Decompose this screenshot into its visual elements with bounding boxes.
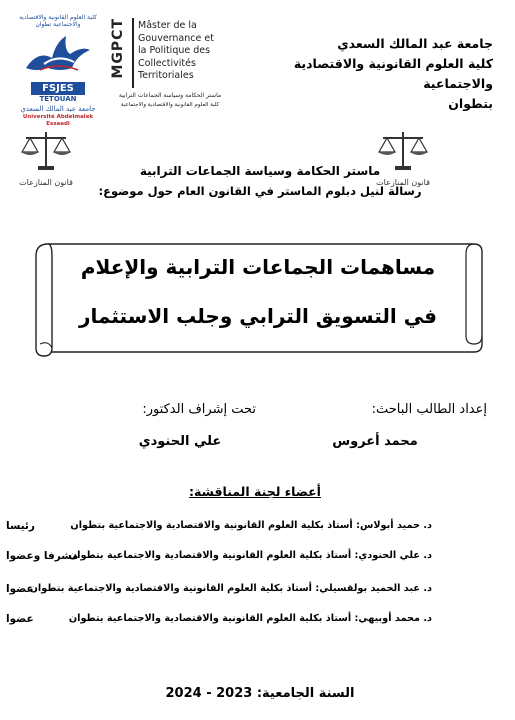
balance-scale-icon <box>20 128 72 172</box>
scale-caption: قانون المنازعات <box>376 178 430 187</box>
university-name: جامعة عبد المالك السعدي <box>337 36 493 51</box>
committee-member-role: رئيسا <box>6 520 35 532</box>
fsjes-arabic-top: كلية العلوم القانونية والاقتصادية والاجتماعية تطوان <box>19 14 97 28</box>
mgpct-lines <box>138 20 234 83</box>
academic-year: السنة الجامعية: 2023 - 2024 <box>165 686 355 701</box>
mgpct-logo <box>110 18 230 118</box>
mgpct-acronym: MGPCT <box>110 18 126 79</box>
fsjes-latin-bottom: Université Abdelmalek Essaadi <box>22 114 94 127</box>
committee-member-line: د. محمد أوبيهي: أستاذ بكلية العلوم القانونية والاقتصادية والاجتماعية بتطوان <box>68 613 432 624</box>
mgpct-line: la Politique des <box>138 45 211 56</box>
faculty-city: بتطوان <box>448 96 493 111</box>
mgpct-line: Territoriales <box>138 70 194 81</box>
committee-member-line: د. علي الحنودي: أستاذ بكلية العلوم القانونية والاقتصادية والاجتماعية بتطوان <box>68 550 432 561</box>
mgpct-divider <box>132 18 134 88</box>
mgpct-arabic-caption: ماستر الحكامة وسياسة الجماعات الترابية <box>118 92 222 99</box>
committee-member-line: د. عبد الحميد بولقسيلي: أستاذ بكلية العلوم القانونية والاقتصادية والاجتماعية بتطوان <box>29 583 432 594</box>
mgpct-line: Collectivités <box>138 57 196 69</box>
mgpct-line: Mâster de la <box>138 20 197 31</box>
fsjes-city: TETOUAN <box>39 95 77 103</box>
supervisor-name: علي الحنودي <box>138 434 222 449</box>
scale-right <box>373 128 433 187</box>
prepared-by-label: إعداد الطالب الباحث: <box>371 402 487 417</box>
master-name: ماستر الحكامة وسياسة الجماعات الترابية <box>139 164 381 178</box>
mgpct-acronym-column <box>110 18 128 88</box>
mgpct-arabic-caption-2: كلية العلوم القانونية والاقتصادية والاجتماعية <box>120 102 220 108</box>
student-name: محمد أعروس <box>332 434 418 449</box>
supervisor-label: تحت إشراف الدكتور: <box>142 402 256 417</box>
scale-left <box>16 128 76 187</box>
thesis-title-line-1: مساهمات الجماعات الترابية والإعلام <box>80 255 436 279</box>
thesis-title-line-2: في التسويق الترابي وجلب الاستثمار <box>78 304 438 328</box>
committee-member-role: عضوا <box>6 583 34 595</box>
faculty-name: كلية العلوم القانونية والاقتصادية والاجتماعية <box>293 56 493 91</box>
scale-caption: قانون المنازعات <box>19 178 73 187</box>
fsjes-logo <box>18 14 98 126</box>
fsjes-arabic-bottom: جامعة عبد المالك السعدي <box>20 105 96 113</box>
committee-member-role: مشرفا وعضوا <box>6 550 79 562</box>
committee-member-role: عضوا <box>6 613 34 625</box>
fsjes-emblem-icon <box>18 28 98 78</box>
committee-title: أعضاء لجنة المناقشة: <box>189 484 321 499</box>
university-block <box>273 34 493 114</box>
committee-member-line: د. حميد أبولاس: أستاذ بكلية العلوم القانونية والاقتصادية والاجتماعية بتطوان <box>70 520 432 531</box>
fsjes-acronym: FSJES <box>31 82 85 95</box>
thesis-statement: رسالة لنيل دبلوم الماستر في القانون العام حول موضوع: <box>98 184 422 198</box>
mgpct-line: Gouvernance et <box>138 32 214 44</box>
